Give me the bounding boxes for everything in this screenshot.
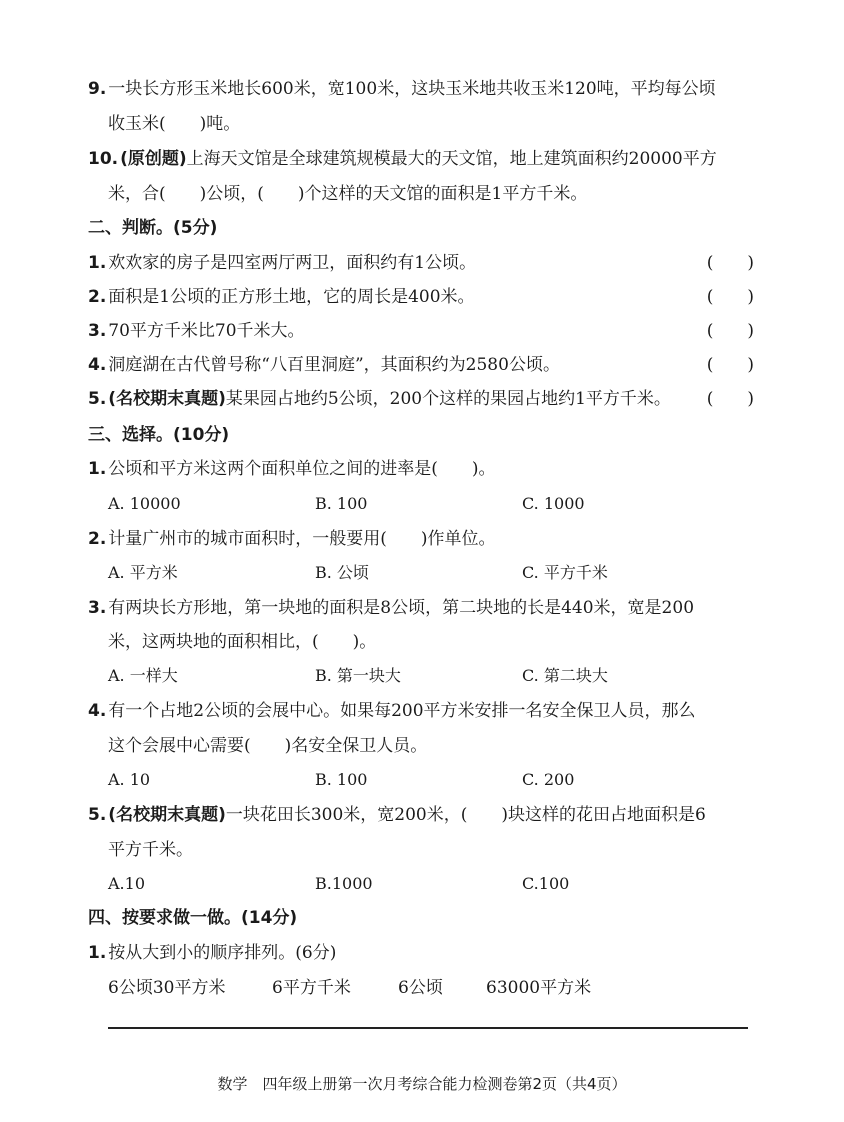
choice-2-stem: 2. 计量广州市的城市面积时，一般要用( )作单位。 — [88, 529, 496, 549]
choice-2-option-b[interactable]: B. 公顷 — [315, 563, 369, 582]
choice-2-option-a[interactable]: A. 平方米 — [108, 563, 178, 582]
choice-1-stem: 1. 公顷和平方米这两个面积单位之间的进率是( )。 — [88, 459, 496, 479]
section-4-title: 四、按要求做一做。(14分) — [88, 908, 298, 928]
sort-value-2: 6平方千米 — [272, 978, 351, 998]
judge-item-2: 2. 面积是1公顷的正方形土地，它的周长是400米。 — [88, 287, 475, 307]
question-10-line2: 米，合( )公顷，( )个这样的天文馆的面积是1平方千米。 — [108, 184, 588, 204]
choice-3-option-a[interactable]: A. 一样大 — [108, 666, 178, 685]
choice-4-option-a[interactable]: A. 10 — [108, 770, 151, 789]
judge-answer-bracket-1[interactable]: ( ) — [706, 253, 754, 273]
choice-5-option-b[interactable]: B.1000 — [315, 874, 373, 893]
choice-1-option-b[interactable]: B. 100 — [315, 494, 368, 513]
choice-5-stem-line1: 5. (名校期末真题)一块花田长300米，宽200米，( )块这样的花田占地面积是6 — [88, 805, 706, 825]
choice-3-option-c[interactable]: C. 第二块大 — [522, 666, 608, 685]
choice-1-option-c[interactable]: C. 1000 — [522, 494, 585, 513]
section-3-title: 三、选择。(10分) — [88, 425, 230, 445]
choice-5-option-a[interactable]: A.10 — [108, 874, 145, 893]
sort-value-4: 63000平方米 — [486, 978, 592, 998]
choice-4-stem-line1: 4. 有一个占地2公顷的会展中心。如果每200平方米安排一名安全保卫人员，那么 — [88, 701, 696, 721]
task-1-instruction: 1. 按从大到小的顺序排列。(6分) — [88, 943, 337, 963]
sort-value-1: 6公顷30平方米 — [108, 978, 226, 998]
judge-item-4: 4. 洞庭湖在古代曾号称“八百里洞庭”，其面积约为2580公顷。 — [88, 355, 560, 375]
choice-1-option-a[interactable]: A. 10000 — [108, 494, 181, 513]
section-2-title: 二、判断。(5分) — [88, 218, 218, 238]
choice-4-option-c[interactable]: C. 200 — [522, 770, 575, 789]
judge-answer-bracket-4[interactable]: ( ) — [706, 355, 754, 375]
question-9-line2: 收玉米( )吨。 — [108, 114, 241, 134]
page-footer: 数学 四年级上册第一次月考综合能力检测卷第2页（共4页） — [217, 1075, 627, 1093]
judge-item-1: 1. 欢欢家的房子是四室两厅两卫，面积约有1公顷。 — [88, 253, 477, 273]
choice-3-stem-line2: 米，这两块地的面积相比，( )。 — [108, 632, 377, 652]
judge-answer-bracket-3[interactable]: ( ) — [706, 321, 754, 341]
choice-2-option-c[interactable]: C. 平方千米 — [522, 563, 608, 582]
judge-item-5: 5. (名校期末真题)某果园占地约5公顷，200个这样的果园占地约1平方千米。 — [88, 389, 671, 409]
sort-value-3: 6公顷 — [398, 978, 443, 998]
choice-5-option-c[interactable]: C.100 — [522, 874, 570, 893]
question-10-line1: 10. (原创题)上海天文馆是全球建筑规模最大的天文馆，地上建筑面积约20000平方 — [88, 149, 717, 169]
choice-4-stem-line2: 这个会展中心需要( )名安全保卫人员。 — [108, 736, 428, 756]
choice-5-stem-line2: 平方千米。 — [108, 840, 193, 860]
choice-3-option-b[interactable]: B. 第一块大 — [315, 666, 401, 685]
judge-item-3: 3. 70平方千米比70千米大。 — [88, 321, 305, 341]
choice-4-option-b[interactable]: B. 100 — [315, 770, 368, 789]
choice-3-stem-line1: 3. 有两块长方形地，第一块地的面积是8公顷，第二块地的长是440米，宽是200 — [88, 598, 695, 618]
question-9-line1: 9. 一块长方形玉米地长600米，宽100米，这块玉米地共收玉米120吨，平均每公顷 — [88, 79, 716, 99]
judge-answer-bracket-2[interactable]: ( ) — [706, 287, 754, 307]
judge-answer-bracket-5[interactable]: ( ) — [706, 389, 754, 409]
answer-line — [108, 1027, 748, 1029]
